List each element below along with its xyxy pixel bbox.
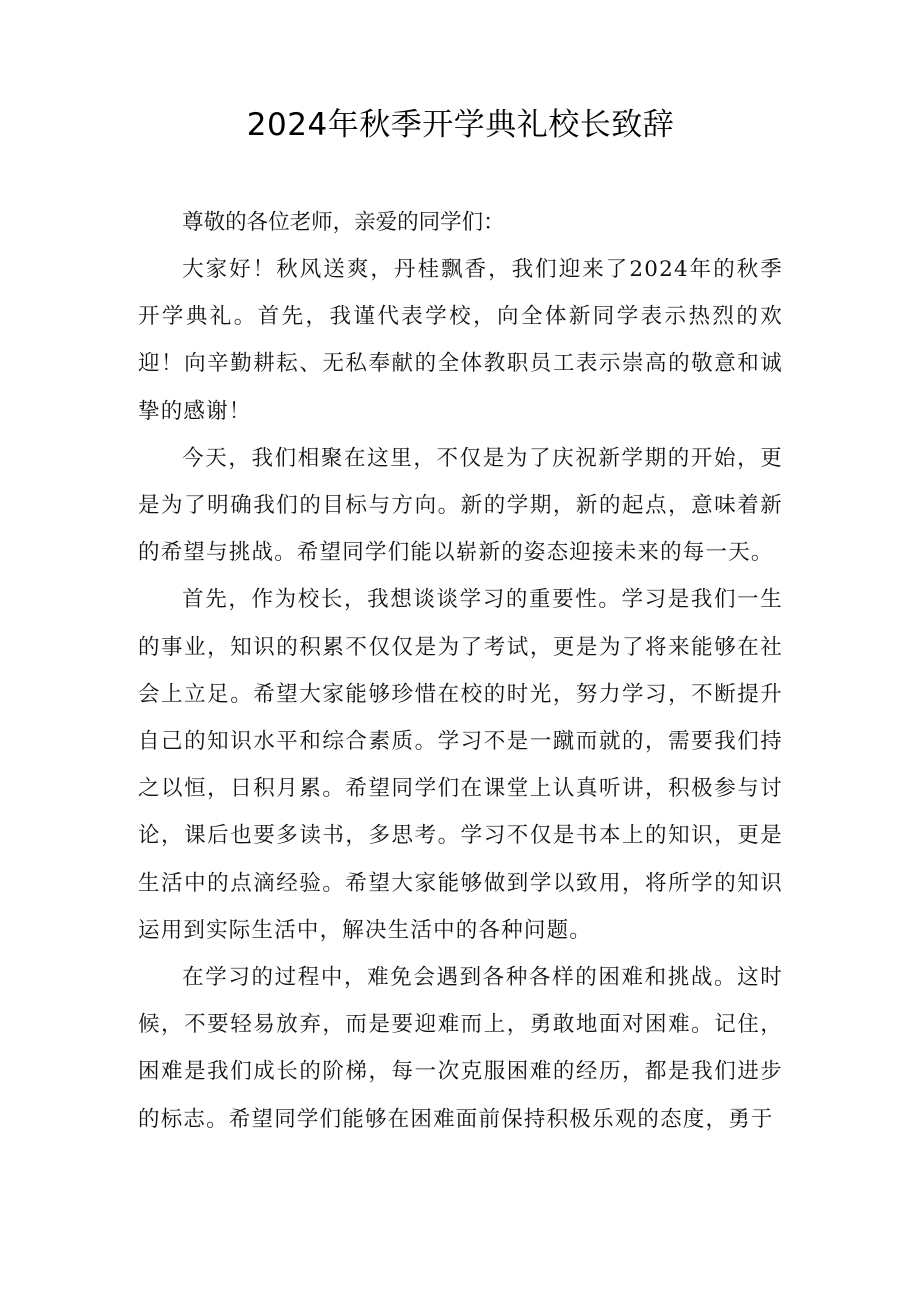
paragraph-4: 在学习的过程中，难免会遇到各种各样的困难和挑战。这时候，不要轻易放弃，而是要迎难而上，勇敢地面对困难。记住，困难是我们成长的阶梯，每一次克服困难的经历，都是我们进步的标志。希望同学们能够在困难面前保持积极乐观的态度，勇于 bbox=[138, 965, 783, 1132]
paragraph-3: 首先，作为校长，我想谈谈学习的重要性。学习是我们一生的事业，知识的积累不仅仅是为了考试，更是为了将来能够在社会上立足。希望大家能够珍惜在校的时光，努力学习，不断提升自己的知识水平和综合素质。学习不是一蹴而就的，需要我们持之以恒，日积月累。希望同学们在课堂上认真听讲，积极参与讨论，课后也要多读书，多思考。学习不仅是书本上的知识，更是生活中的点滴经验。希望大家能够做到学以致用，将所学的知识运用到实际生活中，解决生活中的各种问题。 bbox=[138, 587, 783, 943]
paragraph-2: 今天，我们相聚在这里，不仅是为了庆祝新学期的开始，更是为了明确我们的目标与方向。新的学期，新的起点，意味着新的希望与挑战。希望同学们能以崭新的姿态迎接未来的每一天。 bbox=[138, 445, 783, 566]
paragraph-1: 大家好！秋风送爽，丹桂飘香，我们迎来了2024年的秋季开学典礼。首先，我谨代表学校，向全体新同学表示热烈的欢迎！向辛勤耕耘、无私奉献的全体教职员工表示崇高的敬意和诚挚的感谢！ bbox=[138, 257, 783, 424]
document-title: 2024年秋季开学典礼校长致辞 bbox=[246, 107, 675, 143]
salutation: 尊敬的各位老师，亲爱的同学们： bbox=[182, 210, 505, 235]
